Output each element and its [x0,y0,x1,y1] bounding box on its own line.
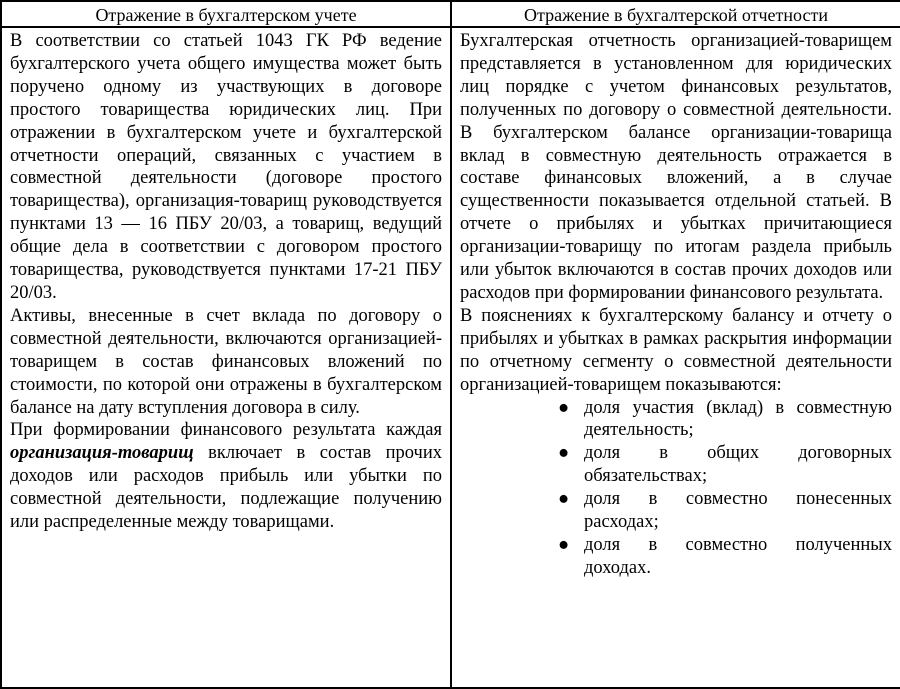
list-item [558,397,892,443]
paragraph-3-end: включает в состав прочих доходов или расходов прибыль или убытки по совместной деятельности, подлежащие получению или распределенные между товарищами. [10,443,442,533]
list-item-text: доля участия (вклад) в совместную деятельность; [584,397,892,441]
bullet-icon: ● [558,397,570,418]
header-reporting: Отражение в бухгалтерской отчетности [451,1,900,27]
reporting-cell [451,27,900,688]
reporting-paragraph-2: В пояснениях к бухгалтерскому балансу и отчету о прибылях и убытках в рамках раскрытия информации по отчетному сегменту о совместной деятельности организацией-товарищем показываются: [460,305,892,395]
list-item-text: доля в совместно понесенных расходах; [584,489,892,533]
list-item-text: доля в совместно полученных доходах. [584,534,892,578]
paragraph-3-start: При формировании финансового результата каждая [10,420,442,441]
disclosure-list [460,397,892,580]
list-item-text: доля в общих договорных обязательствах; [584,443,892,487]
accounting-cell [1,27,451,688]
list-item [558,488,892,534]
emphasized-term: организация-товарищ [10,443,194,464]
header-row [1,1,900,27]
accounting-paragraph-1: В соответствии со статьей 1043 ГК РФ ведение бухгалтерского учета общего имущества может быть поручено одному из участвующих в договоре простого товарищества юридических лиц. При отражении в бухгалтерском учете и бухгалтерской отчетности операций, связанных с участием в совместной деятельности (договоре простого товарищества), организация-товарищ руководствуется пунктами 13 — 16 ПБУ 20/03, а товарищ, ведущий общие дела в соответствии с договором простого товарищества, руководствуется пунктами 17-21 ПБУ 20/03. [10,31,442,303]
accounting-paragraph-3 [10,419,442,534]
bullet-icon: ● [558,489,570,510]
reporting-paragraph-1: Бухгалтерская отчетность организацией-товарищем представляется в установленном для юридических лиц порядке с учетом финансовых результатов, полученных по договору о совместной деятельности. В бухгалтерском балансе организации-товарища вклад в совместную деятельность отражается в составе финансовых вложений, а в случае существенности показывается отдельной статьей. В отчете о прибылях и убытках причитающиеся организации-товарищу по итогам раздела прибыль или убыток включаются в состав прочих доходов или расходов при формировании финансового результата. [460,31,892,303]
content-row [1,27,900,688]
list-item [558,442,892,488]
accounting-paragraph-2: Активы, внесенные в счет вклада по договору о совместной деятельности, включаются организацией-товарищем в состав финансовых вложений по стоимости, по которой они отражены в бухгалтерском балансе на дату вступления договора в силу. [10,305,442,418]
list-item [558,534,892,580]
bullet-icon: ● [558,443,570,464]
bullet-icon: ● [558,534,570,555]
header-accounting: Отражение в бухгалтерском учете [1,1,451,27]
